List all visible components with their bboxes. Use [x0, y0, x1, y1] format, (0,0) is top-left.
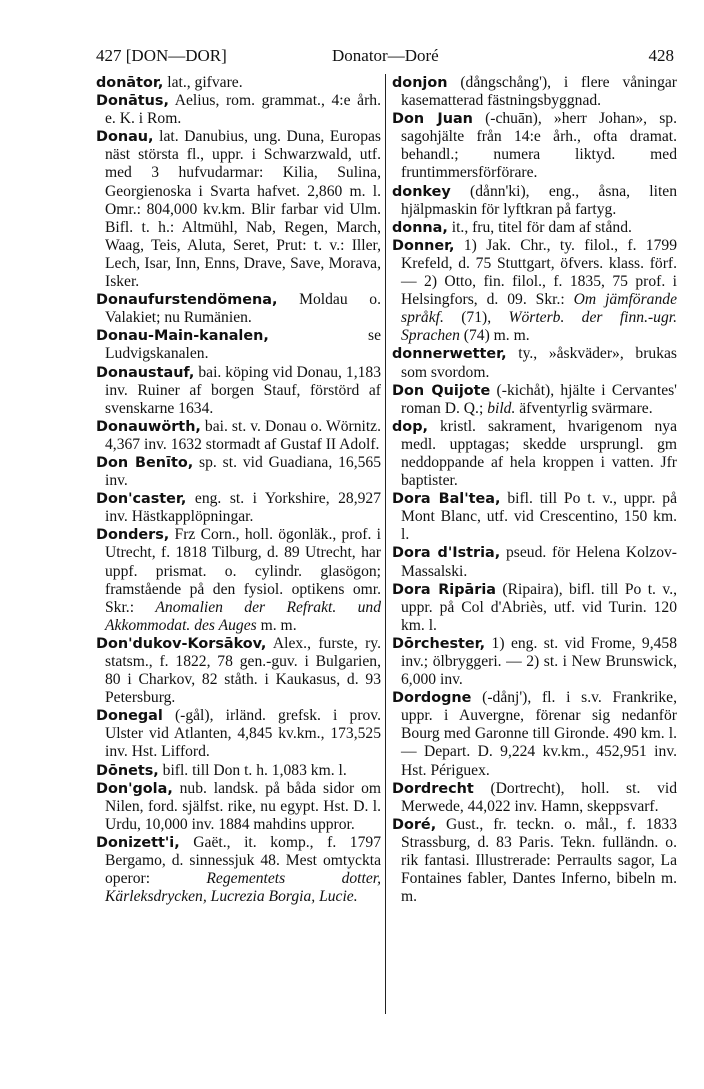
- dictionary-entry: [96, 92, 381, 128]
- entry-text: (dånn'ki), eng., åsna, liten hjälpmaskin för lyftkran på fartyg.: [401, 182, 677, 218]
- entry-headword: dop,: [392, 418, 428, 435]
- entry-text: sp. st. vid Guadiana, 16,565 inv.: [105, 453, 381, 490]
- entry-headword: Don Quijote: [392, 382, 491, 399]
- entry-text: nub. landsk. på båda sidor om Nilen, ford. själfst. rike, nu egypt. Hst. D. l. Urdu, 10,000 inv. 1884 mahdins uppror.: [105, 779, 381, 833]
- entry-headword: Dordogne: [392, 690, 472, 707]
- entry-headword: Don Benīto,: [96, 454, 194, 471]
- entry-headword: Dora Bal'tea,: [392, 491, 501, 508]
- entry-headword: Don Juan: [392, 111, 473, 128]
- entry-headword: donnerwetter,: [392, 346, 507, 363]
- entry-headword: Dōrchester,: [392, 635, 486, 652]
- entry-text: Frz Corn., holl. ögonläk., prof. i Utrecht, f. 1818 Tilburg, d. 89 Utrecht, har uppf. prismat. o. cylindr. glasögon; framstående på den fysiol. optikens omr. Skr.:: [105, 526, 381, 616]
- entry-headword: donjon: [392, 75, 448, 91]
- entry-text: 1) eng. st. vid Frome, 9,458 inv.; ölbryggeri. — 2) st. i New Brunswick, 6,000 inv.: [401, 634, 677, 689]
- entry-italic-text: Regementets dotter, Kärleksdrycken, Lucrezia Borgia, Lucie.: [105, 870, 381, 906]
- left-column: [96, 74, 381, 906]
- entry-italic-text: Wörterb. der finn.-ugr. Sprachen: [401, 309, 677, 345]
- entry-text: Gust., fr. teckn. o. mål., f. 1833 Strassburg, d. 83 Paris. Tekn. fulländn. o. rik fantasi. Illustrerade: Perraults sagor, La Fontaines fabler, Dantes Inferno, bibeln m. m.: [401, 815, 677, 906]
- dictionary-entry: [392, 689, 677, 779]
- column-divider: [385, 74, 386, 1014]
- header-page-number: 428: [648, 46, 674, 65]
- dictionary-entry: [96, 526, 381, 635]
- dictionary-entry: [96, 74, 381, 92]
- dictionary-entry: [392, 74, 677, 110]
- entry-text: (71),: [443, 309, 509, 327]
- entry-text: Moldau o. Valakiet; nu Rumänien.: [105, 291, 381, 327]
- entry-text: pseud. för Helena Kolzov-Massalski.: [401, 544, 677, 580]
- entry-headword: Don'caster,: [96, 491, 187, 508]
- entry-text: Aelius, rom. grammat., 4:e årh. e. K. i Rom.: [105, 92, 381, 128]
- entry-text: bai. st. v. Donau o. Wörnitz. 4,367 inv. 1632 stormadt af Gustaf II Adolf.: [105, 417, 381, 453]
- dictionary-entry: [96, 327, 381, 363]
- right-column: [392, 74, 677, 906]
- header-left: 427 [DON—DOR]: [96, 46, 227, 65]
- entry-headword: Dora d'Istria,: [392, 545, 501, 562]
- dictionary-entry: [392, 816, 677, 906]
- dictionary-entry: [392, 183, 677, 219]
- dictionary-entry: [96, 418, 381, 454]
- dictionary-entry: [392, 418, 677, 490]
- entry-headword: Dora Ripāria: [392, 581, 496, 598]
- entry-text: bifl. till Don t. h. 1,083 km. l.: [158, 761, 347, 779]
- entry-text: lat. Danubius, ung. Duna, Europas näst största fl., uppr. i Schwarzwald, utf. med 3 hufvudarmar: Kilia, Sulina, Georgienoska i Svarta hafvet. 2,860 m. l. Omr.: 804,000 kv.km. Blir farbar vid Ulm. Bifl. t. h.: Altmühl, Nab, Regen, March, Waag, Teis, Aluta, Seret, Prut: t. v.: Iller, Lech, Isar, Inn, Enns, Drave, Save, Morava, Isker.: [105, 128, 381, 291]
- entry-text: (-gål), irländ. grefsk. i prov. Ulster vid Atlanten, 4,845 kv.km., 173,525 inv. Hst. Lifford.: [105, 707, 381, 761]
- entry-text: ty., »åskväder», brukas som svordom.: [401, 345, 677, 381]
- entry-headword: Donders,: [96, 527, 170, 544]
- dictionary-entry: [392, 490, 677, 544]
- dictionary-entry: [392, 110, 677, 182]
- entry-text: m. m.: [256, 616, 297, 634]
- entry-italic-text: Anomalien der Refrakt. und Akkommodat. des Auges: [105, 598, 381, 634]
- entry-headword: Donegal: [96, 708, 163, 725]
- entry-text: (-dånj'), fl. i s.v. Frankrike, uppr. i Auvergne, förenar sig nedanför Bourg med Garonne till Gironde. 490 km. l. — Depart. D. 9,224 kv.km., 452,951 inv. Hst. Périguex.: [401, 689, 677, 779]
- dictionary-entry: [96, 834, 381, 906]
- entry-headword: Dōnets,: [96, 762, 159, 779]
- dictionary-entry: [392, 237, 677, 346]
- header-center: Donator—Doré: [332, 46, 439, 65]
- entry-italic-text: bild.: [487, 399, 516, 417]
- entry-headword: Donaustauf,: [96, 364, 195, 381]
- dictionary-entry: [392, 635, 677, 689]
- entry-text: se Ludvigskanalen.: [105, 327, 381, 363]
- entry-headword: donna,: [392, 219, 448, 236]
- entry-headword: donkey: [392, 183, 451, 200]
- entry-headword: Don'dukov-Korsākov,: [96, 635, 267, 652]
- entry-text: (dångschång'), i flere våningar kasematterad fästningsbyggnad.: [401, 74, 677, 110]
- dictionary-entry: [392, 219, 677, 237]
- entry-headword: Donauwörth,: [96, 418, 201, 435]
- dictionary-entry: [96, 762, 381, 780]
- dictionary-entry: [392, 780, 677, 816]
- dictionary-entry: [392, 544, 677, 580]
- dictionary-entry: [96, 635, 381, 707]
- page-header: [96, 46, 676, 68]
- entry-headword: Donaufurstendömena,: [96, 292, 278, 309]
- dictionary-entry: [96, 454, 381, 490]
- entry-text: Alex., furste, ry. statsm., f. 1822, 78 gen.-guv. i Bulgarien, 80 i Charkov, 82 ståth. i Kaukasus, d. 93 Petersburg.: [105, 634, 381, 707]
- entry-text: bai. köping vid Donau, 1,183 inv. Ruiner af borgen Stauf, förstörd af svenskarne 1634.: [105, 363, 381, 417]
- entry-italic-text: Om jämförande språkf.: [401, 291, 677, 327]
- entry-text: 1) Jak. Chr., ty. filol., f. 1799 Krefeld, d. 75 Stuttgart, öfvers. klass. förf. — 2) Otto, fin. filol., f. 1835, 75 prof. i Helsingfors, d. 09. Skr.:: [401, 236, 677, 309]
- dictionary-entry: [96, 707, 381, 761]
- entry-headword: donātor,: [96, 75, 164, 91]
- dictionary-entry: [392, 345, 677, 381]
- dictionary-entry: [392, 382, 677, 418]
- dictionary-entry: [96, 291, 381, 327]
- entry-headword: Donizett'i,: [96, 834, 180, 851]
- dictionary-entry: [392, 581, 677, 635]
- entry-headword: Dordrecht: [392, 780, 474, 797]
- entry-headword: Donner,: [392, 237, 455, 254]
- entry-text: (-kichåt), hjälte i Cervantes' roman D. Q.;: [401, 381, 677, 417]
- entry-text: äfventyrlig svärmare.: [515, 399, 653, 417]
- entry-text: bifl. till Po t. v., uppr. på Mont Blanc, utf. vid Crescentino, 150 km. l.: [401, 490, 677, 544]
- dictionary-entry: [96, 364, 381, 418]
- entry-text: kristl. sakrament, hvarigenom nya medl. upptagas; skedde ursprungl. gm neddoppande af hela kroppen i vatten. Jfr baptister.: [401, 417, 677, 490]
- entry-text: it., fru, titel för dam af stånd.: [447, 218, 632, 236]
- entry-headword: Donau,: [96, 129, 154, 146]
- entry-text: lat., gifvare.: [163, 74, 243, 91]
- entry-headword: Donau-Main-kanalen,: [96, 328, 269, 345]
- dictionary-entry: [96, 780, 381, 834]
- entry-text: (74) m. m.: [459, 327, 530, 345]
- entry-text: (-chuān), »herr Johan», sp. sagohjälte från 14:e årh., ofta dramat. behandl.; numera liktyd. med fruntimmersförförare.: [401, 110, 677, 182]
- entry-headword: Donātus,: [96, 93, 169, 110]
- dictionary-entry: [96, 128, 381, 291]
- entry-headword: Don'gola,: [96, 780, 173, 797]
- entry-text: Gaët., it. komp., f. 1797 Bergamo, d. sinnessjuk 48. Mest omtyckta operor:: [105, 833, 381, 888]
- entry-headword: Doré,: [392, 816, 437, 833]
- dictionary-entry: [96, 490, 381, 526]
- entry-text: eng. st. i Yorkshire, 28,927 inv. Hästkapplöpningar.: [105, 490, 381, 526]
- entry-text: (Dortrecht), holl. st. vid Merwede, 44,022 inv. Hamn, skeppsvarf.: [401, 779, 677, 815]
- entry-text: (Ripaira), bifl. till Po t. v., uppr. på Col d'Abriès, utf. vid Turin. 120 km. l.: [401, 580, 677, 634]
